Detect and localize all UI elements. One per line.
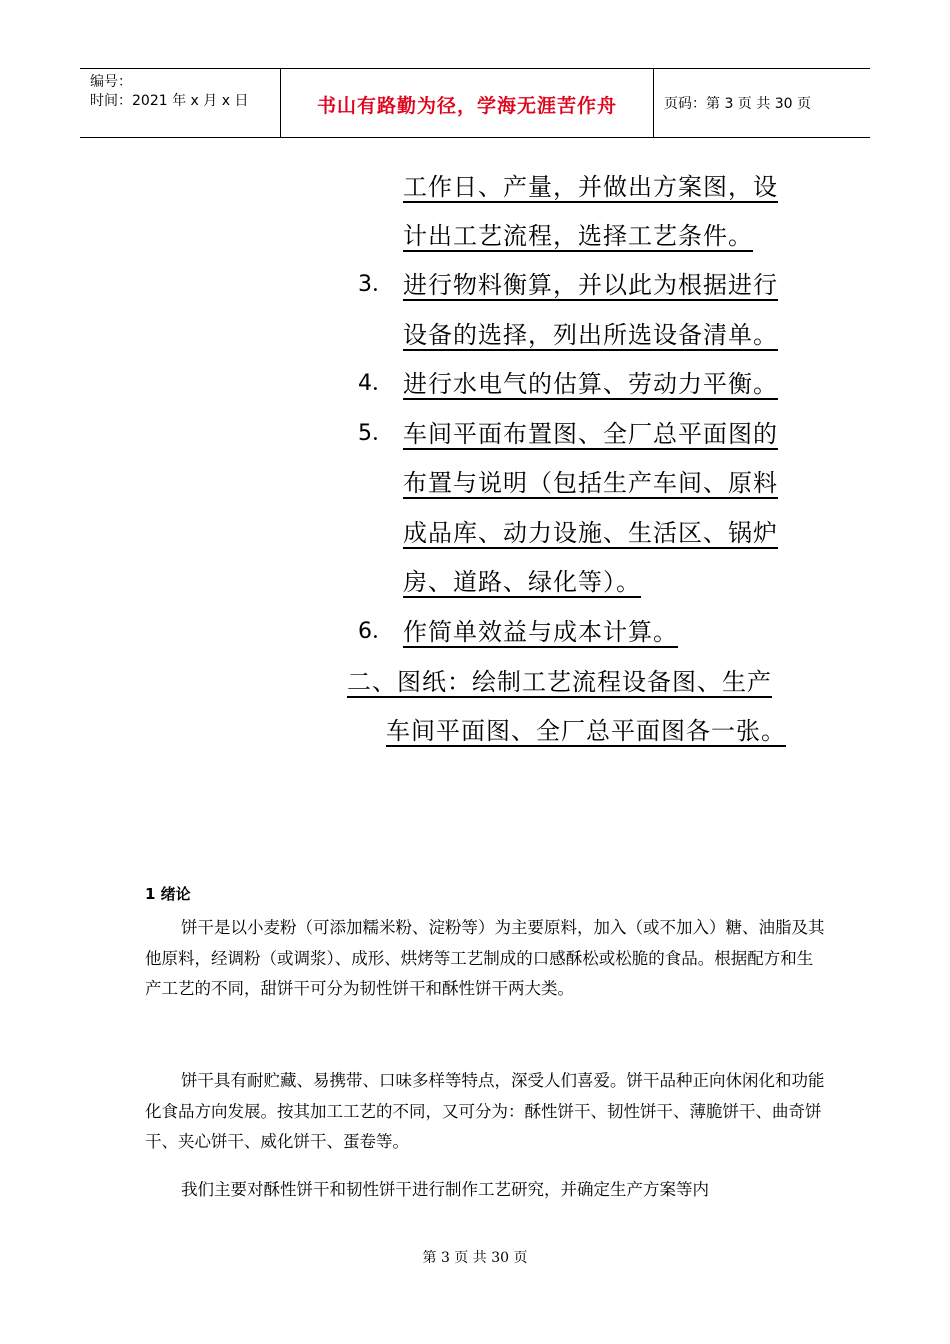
task-line: 进行物料衡算，并以此为根据进行 — [403, 271, 778, 299]
header-page-cell — [654, 69, 870, 137]
number-label: 编号： — [90, 74, 132, 90]
task-line: 成品库、动力设施、生活区、锅炉 — [403, 519, 778, 547]
list-number: 4． — [358, 371, 394, 396]
page-header — [80, 68, 870, 138]
header-page-info: 页码：第 3 页 共 30 页 — [664, 96, 811, 112]
header-info-cell — [80, 69, 281, 137]
paragraph: 饼干具有耐贮藏、易携带、口味多样等特点，深受人们喜爱。饼干品种正向休闲化和功能化食品方向发展。按其加工工艺的不同，又可分为：酥性饼干、韧性饼干、薄脆饼干、曲奇饼干、夹心饼干、威化饼干、蛋卷等。 — [145, 1071, 825, 1151]
list-number: 6． — [358, 619, 394, 644]
task-line: 车间平面布置图、全厂总平面图的 — [403, 420, 778, 448]
task-line: 作简单效益与成本计算。 — [403, 618, 678, 646]
paragraph: 我们主要对酥性饼干和韧性饼干进行制作工艺研究，并确定生产方案等内 — [181, 1180, 709, 1199]
task-line: 工作日、产量，并做出方案图，设 — [403, 173, 778, 201]
task-line: 房、道路、绿化等）。 — [403, 568, 641, 596]
page-footer: 第 3 页 共 30 页 — [422, 1250, 528, 1266]
task-line: 计出工艺流程，选择工艺条件。 — [403, 222, 753, 250]
list-number: 5． — [358, 421, 394, 446]
header-motto: 书山有路勤为径，学海无涯苦作舟 — [316, 95, 617, 117]
section-heading: 1 绪论 — [145, 885, 191, 903]
task-line: 布置与说明（包括生产车间、原料 — [403, 469, 778, 497]
task-line: 进行水电气的估算、劳动力平衡。 — [403, 370, 778, 398]
paragraph: 饼干是以小麦粉（可添加糯米粉、淀粉等）为主要原料，加入（或不加入）糖、油脂及其他原料，经调粉（或调浆）、成形、烘烤等工艺制成的口感酥松或松脆的食品。根据配方和生产工艺的不同，甜饼干可分为韧性饼干和酥性饼干两大类。 — [145, 918, 825, 998]
list-number: 3． — [358, 272, 394, 297]
header-motto-cell — [281, 69, 654, 137]
date-label: 时间：2021 年 x 月 x 日 — [90, 93, 249, 109]
task-line: 设备的选择，列出所选设备清单。 — [403, 321, 778, 349]
drawings-line: 二、图纸：绘制工艺流程设备图、生产 — [347, 668, 772, 696]
drawings-line: 车间平面图、全厂总平面图各一张。 — [386, 717, 786, 745]
